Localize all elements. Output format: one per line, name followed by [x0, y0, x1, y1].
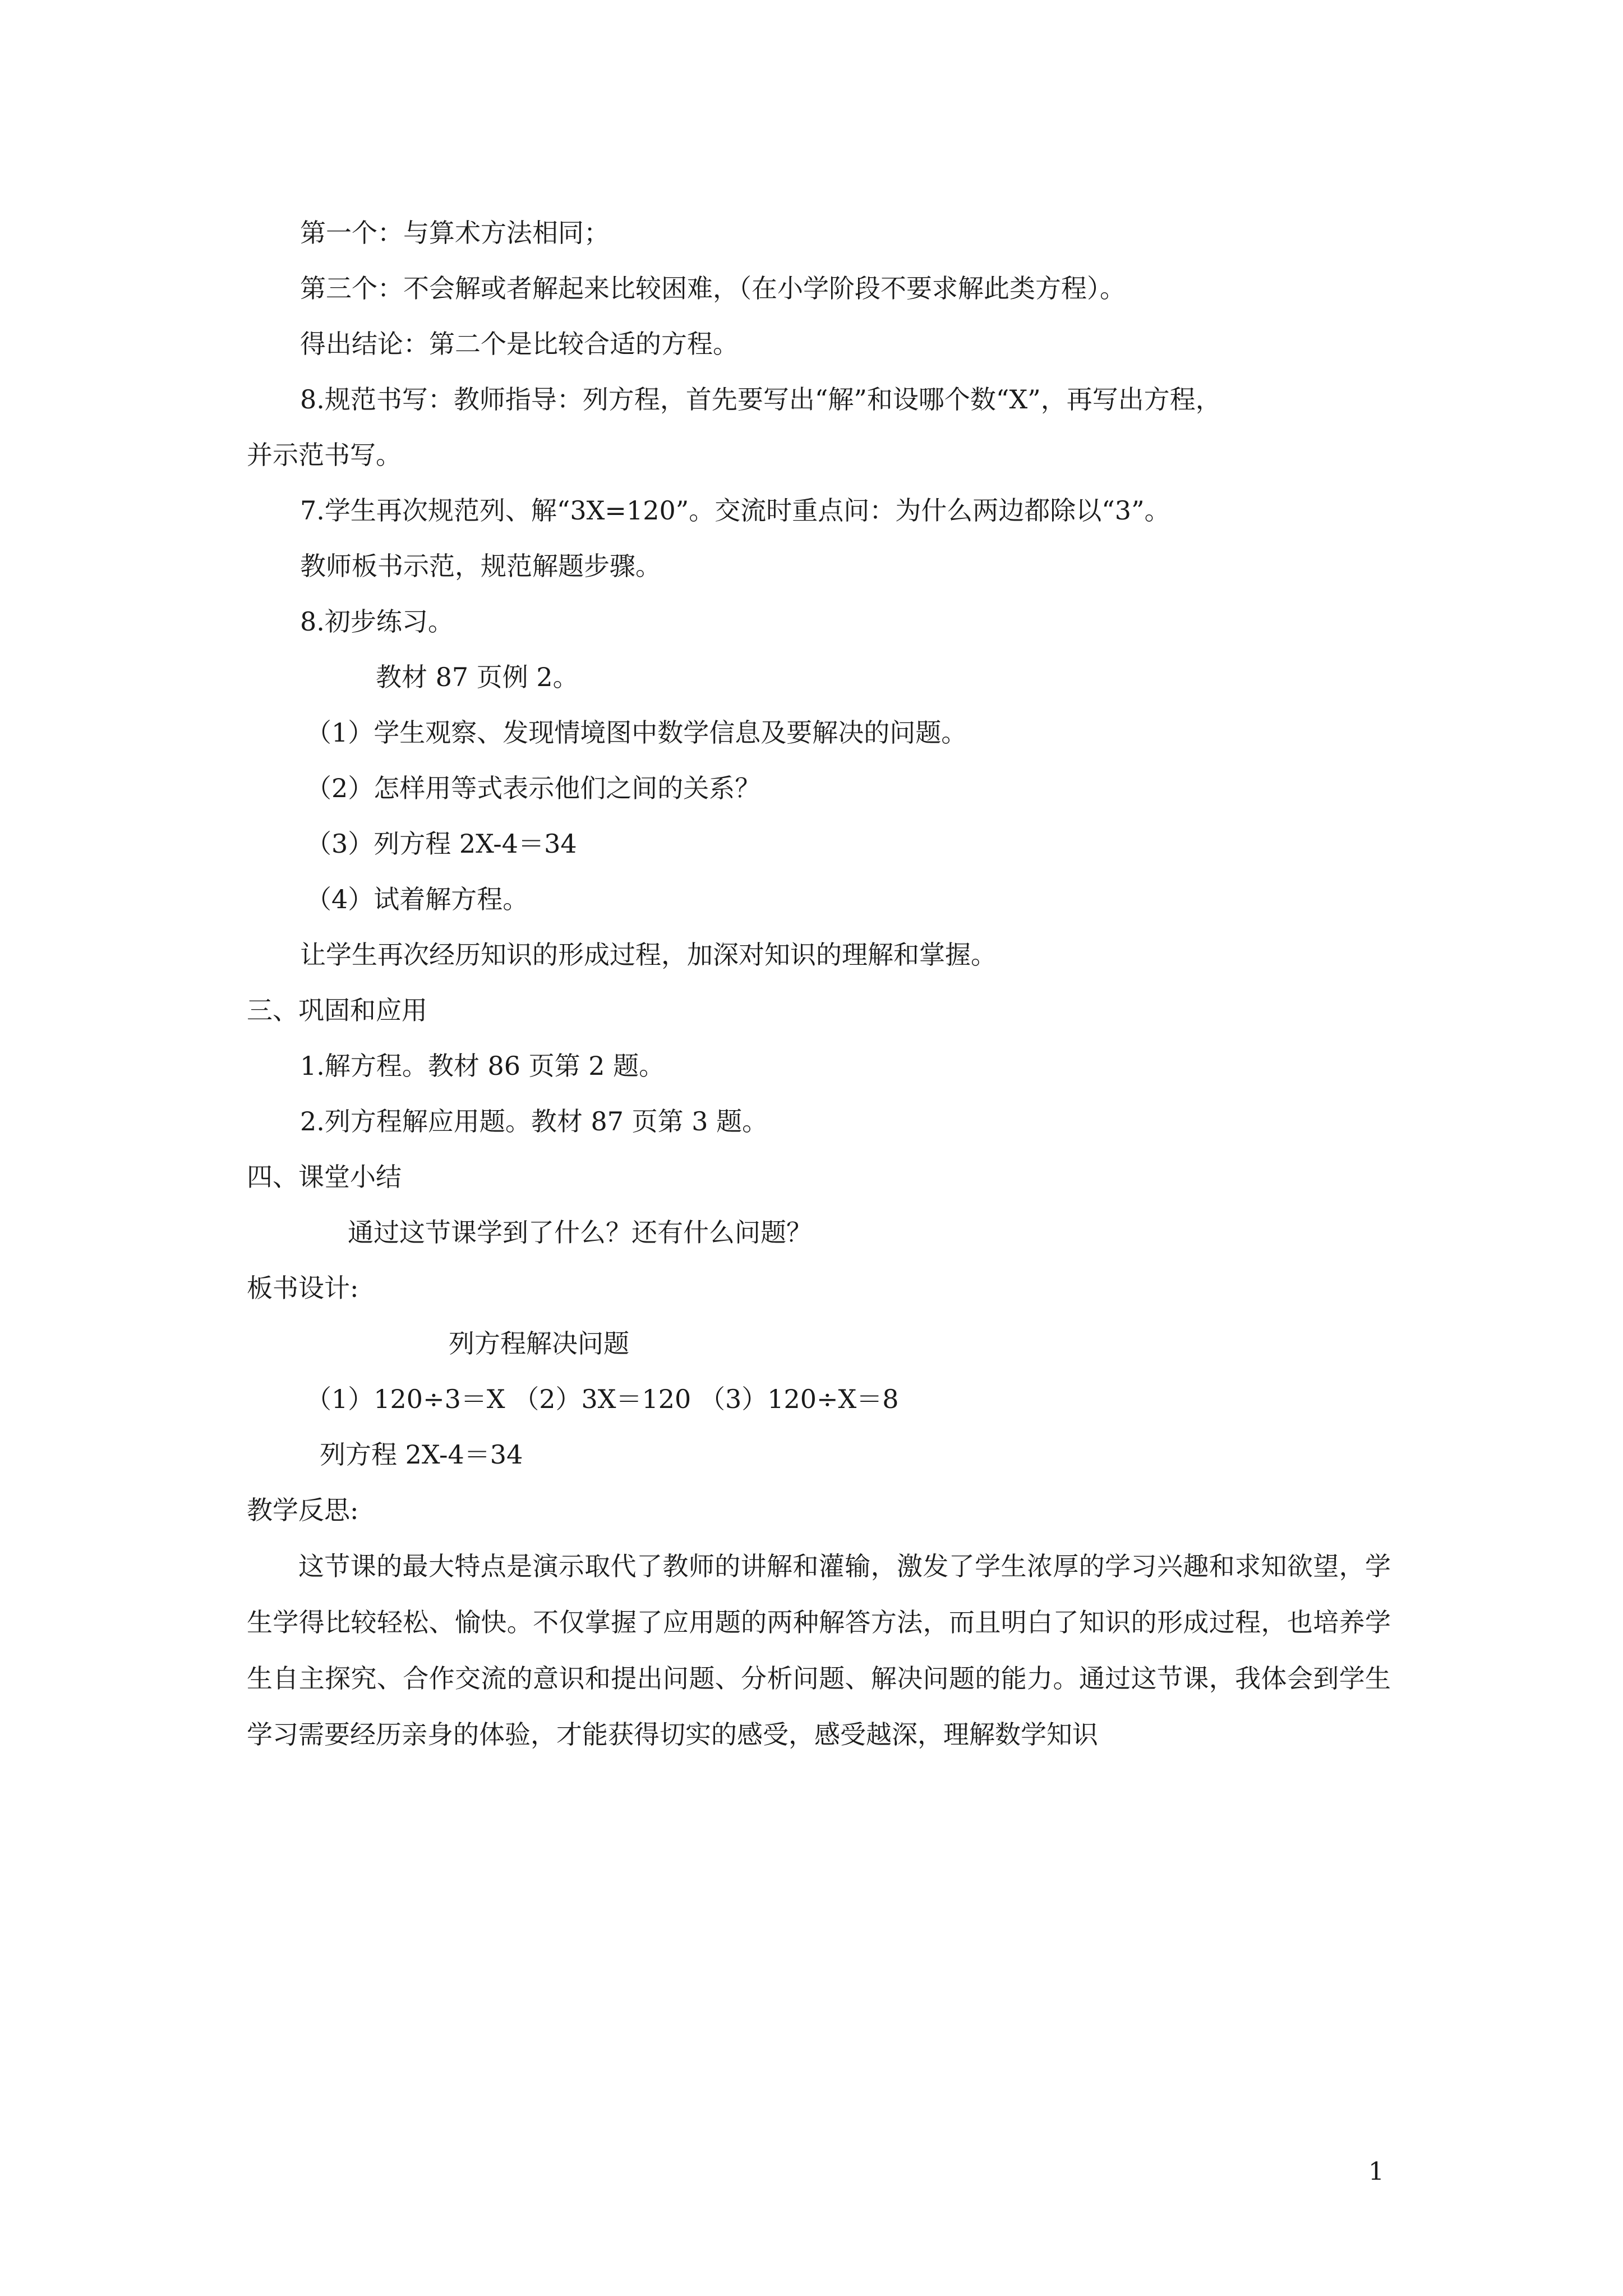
section-heading-board-design: 板书设计: — [247, 1273, 359, 1303]
text-line-writing-guide-cont: 并示范书写。 — [247, 440, 402, 470]
section-heading-summary: 四、课堂小结 — [247, 1162, 402, 1192]
text-line-summary-question: 通过这节课学到了什么？还有什么问题？ — [348, 1217, 812, 1248]
text-line-experience: 让学生再次经历知识的形成过程，加深对知识的理解和掌握。 — [300, 940, 997, 970]
text-line-step-2: （2）怎样用等式表示他们之间的关系？ — [306, 773, 761, 803]
page-number: 1 — [1368, 2157, 1384, 2186]
text-line-step-3: （3）列方程 2X-4＝34 — [306, 829, 577, 859]
text-line-textbook-example: 教材 87 页例 2。 — [376, 662, 579, 692]
text-line-exercise-1: 1.解方程。教材 86 页第 2 题。 — [300, 1051, 665, 1081]
text-line-step-1: （1）学生观察、发现情境图中数学信息及要解决的问题。 — [306, 717, 967, 748]
board-equations: （1）120÷3＝X （2）3X＝120 （3）120÷X＝8 — [306, 1384, 899, 1414]
section-heading-consolidation: 三、巩固和应用 — [247, 995, 427, 1025]
text-line-initial-practice: 8.初步练习。 — [300, 606, 454, 637]
text-line-third-method: 第三个：不会解或者解起来比较困难，（在小学阶段不要求解此类方程）。 — [300, 273, 1126, 303]
text-line-teacher-demo: 教师板书示范，规范解题步骤。 — [300, 551, 661, 581]
text-line-exercise-2: 2.列方程解应用题。教材 87 页第 3 题。 — [300, 1106, 768, 1137]
text-line-conclusion: 得出结论：第二个是比较合适的方程。 — [300, 329, 739, 359]
text-line-student-solve: 7.学生再次规范列、解“3X=120”。交流时重点问：为什么两边都除以“3”。 — [300, 495, 1170, 526]
text-line-first-method: 第一个：与算术方法相同； — [300, 218, 610, 248]
section-heading-reflection: 教学反思: — [247, 1495, 359, 1525]
board-equation-example: 列方程 2X-4＝34 — [320, 1439, 523, 1470]
reflection-paragraph: 这节课的最大特点是演示取代了教师的讲解和灌输，激发了学生浓厚的学习兴趣和求知欲望，学生学得比较轻松、愉快。不仅掌握了应用题的两种解答方法，而且明白了知识的形成过程，也培养学生自主探究、合作交流的意识和提出问题、分析问题、解决问题的能力。通过这节课，我体会到学生学习需要经历亲身的体验，才能获得切实的感受，感受越深，理解数学知识 — [247, 1551, 1391, 1750]
text-line-step-4: （4）试着解方程。 — [306, 884, 529, 914]
board-title: 列方程解决问题 — [449, 1328, 629, 1359]
text-line-writing-guide: 8.规范书写：教师指导：列方程，首先要写出“解”和设哪个数“X”，再写出方程， — [300, 384, 1221, 415]
